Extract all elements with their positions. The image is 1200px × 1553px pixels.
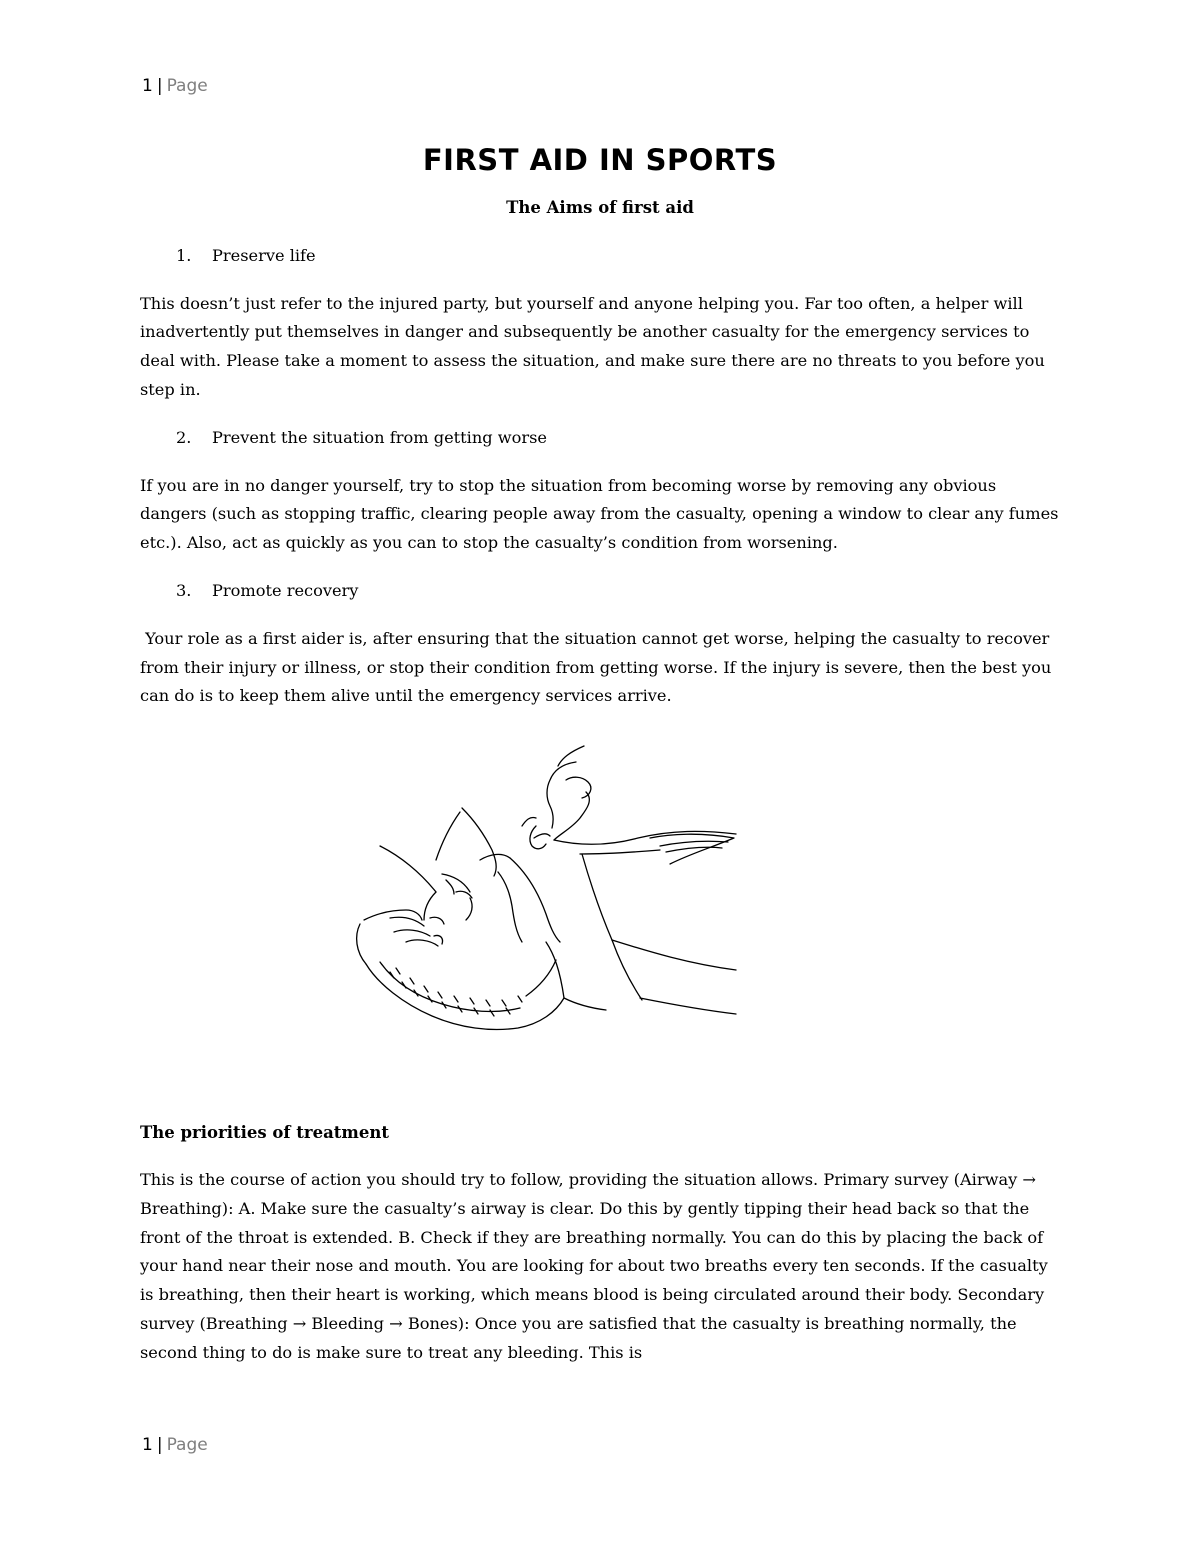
footer-page-label: Page [166,1435,208,1455]
aim-heading: Promote recovery [212,580,359,600]
aim-item-2 [140,424,1060,453]
rescue-breathing-icon [350,742,742,1034]
aim-body-2: If you are in no danger yourself, try to stop the situation from becoming worse by removing any obvious dangers (such as stopping traffic, clearing people away from the casualty, opening a window to clear any fumes etc.). Also, act as quickly as you can to stop the casualty’s condition from worsening. [140,475,1059,553]
list-marker: 3. [176,580,192,600]
priorities-heading: The priorities of treatment [140,1123,389,1142]
list-marker: 2. [176,427,192,447]
header-page-number: 1 [142,76,153,96]
aim-body-1: This doesn’t just refer to the injured party, but yourself and anyone helping you. Far too often, a helper will inadvertently put themselves in danger and subsequently be another casualty for the emergency services to deal with. Please take a moment to assess the situation, and make sure there are no threats to you before you step in. [140,293,1045,399]
aim-item-1 [140,242,1060,271]
rescue-breathing-illustration [350,742,742,1034]
footer-separator: | [156,1435,163,1455]
header-page-label: Page [166,76,208,96]
aim-heading: Prevent the situation from getting worse [212,427,547,447]
footer-page-number: 1 [142,1435,153,1455]
aim-heading: Preserve life [212,245,316,265]
list-marker: 1. [176,245,192,265]
aim-item-3 [140,577,1060,606]
page-footer [142,1435,208,1455]
document-body [140,140,1060,711]
priorities-body: This is the course of action you should try to follow, providing the situation allows. Primary survey (Airway → Breathing): A. Make sure the casualty’s airway is clear. Do this by gently tipping their head back so that the front of the throat is extended. B. Check if they are breathing normally. You can do this by placing the back of your hand near their nose and mouth. You are looking for about two breaths every ten seconds. If the casualty is breathing, then their heart is working, which means blood is being circulated around their body. Secondary survey (Breathing → Bleeding → Bones): Once you are satisfied that the casualty is breathing normally, the second thing to do is make sure to treat any bleeding. This is [140,1170,1048,1362]
page-header [142,76,208,96]
header-separator: | [156,76,163,96]
aim-body-3: Your role as a first aider is, after ensuring that the situation cannot get worse, helping the casualty to recover from their injury or illness, or stop their condition from getting worse. If the injury is severe, then the best you can do is to keep them alive until the emergency services arrive. [140,628,1057,706]
section-subtitle: The Aims of first aid [506,198,694,217]
document-title: FIRST AID IN SPORTS [422,143,778,177]
